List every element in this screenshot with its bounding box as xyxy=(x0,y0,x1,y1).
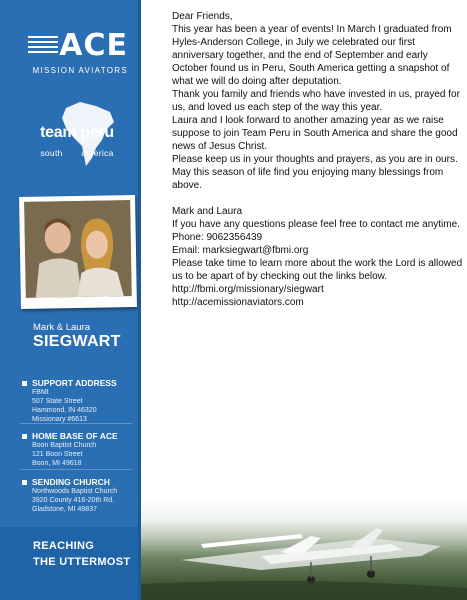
sending-line: 3920 County 416-20th Rd. xyxy=(32,497,115,504)
support-heading: SUPPORT ADDRESS xyxy=(32,378,117,388)
team-peru-logo xyxy=(22,98,132,168)
letter-body xyxy=(172,10,464,309)
sending-line: Northwoods Baptist Church xyxy=(32,488,118,495)
airplane-field-photo xyxy=(141,498,467,600)
support-line: FBMI xyxy=(32,389,49,396)
bullet-square-icon xyxy=(22,434,27,439)
letter-paragraph: Laura and I look forward to another amazing year as we raise suppose to join Team Peru in South America and share the good news of Jesus Christ. xyxy=(172,115,458,152)
team-name: team peru xyxy=(40,124,114,141)
sending-line: Gladstone, MI 49837 xyxy=(32,506,97,513)
letter-paragraph: Please keep us in your thoughts and prayers, as you are in ours. xyxy=(172,154,458,165)
support-line: Hammond, IN 46320 xyxy=(32,407,97,414)
sidebar xyxy=(0,0,138,600)
ace-wordmark: ACE xyxy=(59,28,128,63)
couple-portrait-icon xyxy=(24,200,132,298)
home-base xyxy=(22,431,118,468)
home-base-line: Boon Baptist Church xyxy=(32,442,97,449)
links-intro: Please take time to learn more about the work the Lord is allowed us to be apart of by checking out the links below. xyxy=(172,258,463,282)
divider xyxy=(20,469,132,470)
sending-church xyxy=(22,477,117,514)
missionary-first-names: Mark & Laura xyxy=(33,322,91,333)
team-region xyxy=(22,148,132,158)
team-region-left: south xyxy=(40,148,63,158)
letter-paragraph: May this season of life find you enjoying many blessings from above. xyxy=(172,167,444,191)
tagline-band xyxy=(0,527,138,600)
bullet-square-icon xyxy=(22,381,27,386)
signature: Mark and Laura xyxy=(172,206,243,217)
home-base-line: Boon, MI 49618 xyxy=(32,460,82,467)
phone: Phone: 9062356439 xyxy=(172,232,263,243)
contact-intro: If you have any questions please feel free to contact me anytime. xyxy=(172,219,460,230)
airplane-icon xyxy=(141,498,467,600)
missionary-last-name: SIEGWART xyxy=(33,333,121,350)
couple-photo xyxy=(19,195,137,309)
greeting: Dear Friends, xyxy=(172,11,233,22)
link-fbmi: http://fbmi.org/missionary/siegwart xyxy=(172,284,324,295)
link-ace: http://acemissionaviators.com xyxy=(172,297,304,308)
home-base-heading: HOME BASE OF ACE xyxy=(32,431,118,441)
email: Email: marksiegwart@fbmi.org xyxy=(172,245,309,256)
home-base-line: 121 Boon Street xyxy=(32,451,83,458)
divider xyxy=(20,423,132,424)
ace-logo xyxy=(28,30,128,82)
tagline-line-1: REACHING xyxy=(33,540,95,552)
team-region-right: america xyxy=(81,148,114,158)
sending-heading: SENDING CHURCH xyxy=(32,477,110,487)
letter-paragraph: Thank you family and friends who have invested in us, prayed for us, and loved us each step of the way this year. xyxy=(172,89,460,113)
support-address xyxy=(22,378,117,424)
letter-paragraph: This year has been a year of events! In March I graduated from Hyles-Anderson College, in July we celebrated our first anniversary together, and the end of September and early October found us in Peru, South America getting a snapshot of what we will do doing after deputation. xyxy=(172,24,452,87)
support-line: Missionary #6613 xyxy=(32,416,87,423)
bullet-square-icon xyxy=(22,480,27,485)
couple-photo-image xyxy=(24,200,132,298)
support-line: 507 State Street xyxy=(32,398,83,405)
ace-subtitle: MISSION AVIATORS xyxy=(32,66,128,75)
tagline-line-2: THE UTTERMOST xyxy=(33,556,131,568)
